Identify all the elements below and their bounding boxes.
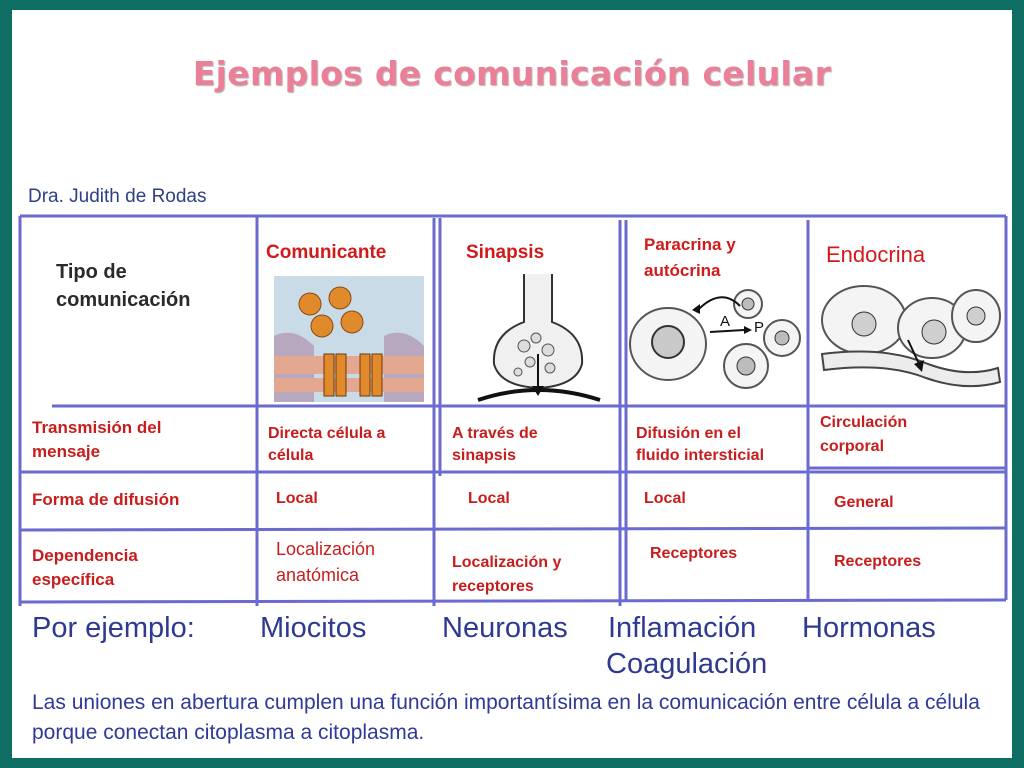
example-prefix: Por ejemplo: [32,612,195,644]
author-label: Dra. Judith de Rodas [28,186,207,207]
cell-line: Receptores [650,545,738,562]
slide [12,10,1012,758]
column-header-paracrina [644,232,736,284]
example-hormonas: Hormonas [802,612,936,644]
cell-line: A través de [452,425,538,442]
cell-line: Receptores [834,553,922,570]
paracrina-line-1: Paracrina y [644,235,736,254]
cell-transmision-sinapsis [452,423,538,467]
cell-line: receptores [452,578,534,595]
cell-line: Localización [276,539,376,559]
row-2-label-line-2: específica [32,570,115,589]
row-label-transmision [32,416,161,464]
note-text: Las uniones en abertura cumplen una función importantísima en la comunicación entre célula a célula porque conectan citoplasma a citoplasma. [32,691,980,744]
paracrine-label-p: P [754,319,765,336]
cell-dependencia-endocrina [834,551,921,573]
cell-line: General [834,494,894,511]
type-of-communication-label [56,258,256,314]
row-label-forma-difusion [32,488,179,512]
row-label-dependencia [32,544,138,592]
cell-transmision-endocrina [820,411,907,459]
cell-difusion-endocrina [834,492,894,514]
row-2-label-line-1: Dependencia [32,546,138,565]
cell-line: Local [468,490,510,507]
synapse-diagram [474,272,604,402]
cell-difusion-paracrina [644,488,686,510]
cell-line: Circulación [820,414,908,431]
type-label-line-1: Tipo de [56,261,127,283]
example-miocitos: Miocitos [260,612,367,644]
column-header-endocrina: Endocrina [826,242,926,267]
cell-line: fluido intersticial [636,447,765,464]
cell-line: Local [644,490,686,507]
cell-dependencia-comunicante [276,536,375,588]
cell-transmision-comunicante [268,423,385,467]
cell-line: Directa célula a [268,425,386,442]
slide-title: Ejemplos de comunicación celular [192,54,832,93]
cell-line: célula [268,447,314,464]
gap-junction-diagram [274,276,424,402]
endocrine-diagram [816,282,1002,402]
cell-line: Local [276,490,318,507]
cell-difusion-sinapsis [468,488,510,510]
row-1-label-line-1: Forma de difusión [32,490,180,509]
cell-line: corporal [820,438,885,455]
cell-line: Difusión en el [636,425,741,442]
paracrina-line-2: autócrina [644,261,721,280]
row-0-label-line-2: mensaje [32,442,101,461]
type-label-line-2: comunicación [56,289,191,311]
cell-line: anatómica [276,565,360,585]
cell-difusion-comunicante [276,488,318,510]
example-inflamacion: Inflamación [608,612,757,644]
row-0-label-line-1: Transmisión del [32,418,162,437]
column-header-sinapsis: Sinapsis [466,242,545,263]
example-coagulacion: Coagulación [606,648,768,680]
example-neuronas: Neuronas [442,612,568,644]
cell-line: Localización y [452,554,562,571]
paracrine-label-a: A [720,313,731,330]
paracrine-diagram [626,282,806,402]
cell-dependencia-paracrina [650,543,737,565]
cell-line: sinapsis [452,447,517,464]
cell-dependencia-sinapsis [452,551,561,599]
column-header-comunicante: Comunicante [266,242,387,263]
cell-transmision-paracrina [636,423,764,467]
